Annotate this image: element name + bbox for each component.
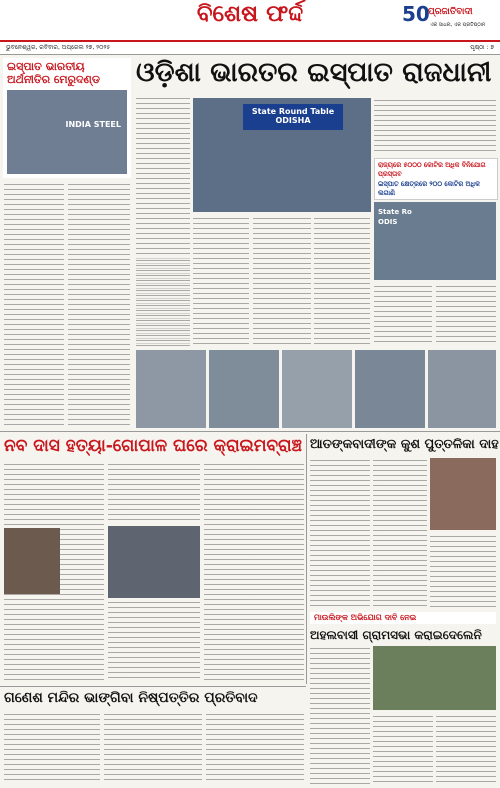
date-line: ଭୁବନେଶ୍ୱର, ରବିବାର, ଅପ୍ରେଲ ୨୭, ୨୦୨୫: [6, 44, 111, 51]
strip-photo-2: [209, 350, 279, 428]
side-headline: ଇସ୍ପାତ ଭାରତୀୟ ଅର୍ଥନୀତିର ମେରୁଦଣ୍ଡ: [7, 60, 101, 86]
side-photo: [7, 90, 127, 174]
story4-column-1: [310, 646, 370, 784]
lead-photo-round-table: [193, 98, 371, 212]
story5-column-2: [104, 712, 202, 784]
page-number: ପୃଷ୍ଠା : ୭: [470, 44, 494, 51]
section-divider-2: [0, 686, 306, 687]
story3-subheadline: ମାଉଲିଙ୍କ ଅଭିଯୋଗ ଦାବି ନେଇ: [314, 613, 417, 622]
lead-column-2: [136, 258, 190, 348]
story2-photo-crowd: [108, 526, 200, 598]
story2-photo-person: [4, 528, 60, 594]
story4-column-2: [373, 714, 433, 784]
logo-number: 50: [402, 2, 430, 26]
section-title: ବିଶେଷ ଫର୍ଦ୍ଦ: [196, 1, 304, 27]
right-photo-label: State Ro: [378, 208, 412, 216]
story5-column-1: [4, 712, 100, 784]
column-divider: [306, 434, 307, 684]
strip-photo-4: [355, 350, 425, 428]
right-photo-label-2: ODIS: [378, 218, 398, 226]
strip-photo-5: [428, 350, 496, 428]
story3-column-2: [373, 458, 427, 608]
side-column-text-2: [68, 182, 130, 428]
story5-column-3: [206, 712, 304, 784]
page-header: [0, 0, 500, 43]
section-divider: [0, 431, 500, 432]
photo-banner: [243, 104, 343, 130]
lead-column-4: [253, 216, 311, 346]
story4-headline: ଅହଲବାସୀ ଗ୍ରାମସଭା କରାଇଦେଲେନି: [310, 628, 482, 642]
lead-column-3: [193, 216, 249, 346]
story2-column-2: [108, 462, 200, 522]
logo-name: ପ୍ରଜାତିବାଦୀ: [428, 7, 473, 17]
photo-banner-text: State Round Table: [251, 107, 335, 116]
story2-column-3: [108, 600, 200, 682]
photo-banner-subtext: ODISHA: [275, 116, 311, 125]
side-story-block: [3, 58, 131, 178]
highlight-1: ରାଜ୍ୟରେ ୫୦୦୦ କୋଟିର ଅଧିକ ବିନିଯୋଗ ପ୍ରସ୍ତାବ: [378, 161, 486, 178]
strip-photo-1: [136, 350, 206, 428]
side-photo-caption: INDIA STEEL: [65, 120, 121, 129]
lead-column-right: [374, 98, 496, 154]
story3-photo: [430, 458, 496, 530]
lead-column-5: [314, 216, 370, 346]
main-headline: ଓଡ଼ିଶା ଭାରତର ଇସ୍ପାତ ରାଜଧାନୀ: [136, 57, 492, 88]
lead-column-6: [374, 284, 432, 346]
date-strip: [0, 42, 500, 55]
story2-column-4: [204, 462, 304, 682]
story2-headline: ନବ ଦାସ ହତ୍ୟା-ଗୋପାଳ ଘରେ କ୍ରାଇମବ୍ରାଞ୍ଚ: [4, 436, 302, 456]
story4-column-3: [436, 714, 496, 784]
highlight-2: ଇସ୍ପାତ କ୍ଷେତ୍ରରେ ୨୦୦ କୋଟିର ଅଧିକ ଲଗାଣି: [378, 180, 480, 197]
side-column-text: [4, 182, 64, 428]
story3-column-3: [430, 534, 496, 608]
logo-tag: ଏକ ସାଧନା, ଏକ ପ୍ରତିଷ୍ଠାନ: [430, 22, 486, 28]
publisher-logo: [402, 2, 498, 36]
strip-photo-3: [282, 350, 352, 428]
story3-headline: ଆତଙ୍କବାଦୀଙ୍କ କୁଶ ପୁତ୍ତଳିକା ଦାହ: [310, 437, 499, 452]
story4-photo: [373, 646, 496, 710]
story3-column-1: [310, 458, 370, 608]
highlight-box: [374, 158, 498, 200]
lead-photo-right: [374, 202, 496, 280]
story5-headline: ଗଣେଶ ମନ୍ଦିର ଭାଙ୍ଗିବା ନିଷ୍ପତ୍ତିର ପ୍ରତିବାଦ: [4, 690, 258, 706]
story3-subhead-bar: [310, 612, 496, 624]
lead-column-7: [436, 284, 496, 346]
